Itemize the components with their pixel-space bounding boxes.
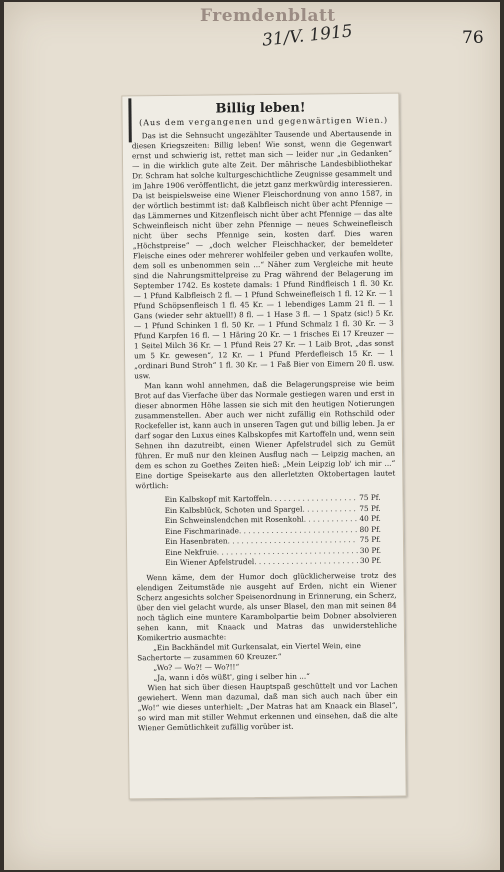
dialogue-line: „Ja, wann i dös wüßt', ging i selber hin ...“ <box>153 671 310 682</box>
menu-item-price: 30 Pf. <box>359 555 382 566</box>
menu-item-name: Ein Kalbsblück, Schoten und Spargel <box>164 504 303 515</box>
menu-item-price: 30 Pf. <box>359 545 382 555</box>
margin-bar <box>128 98 131 142</box>
archive-stamp: Fremdenblatt <box>200 6 336 26</box>
menu-item-name: Ein Wiener Apfelstrudel <box>165 557 255 568</box>
menu-item-price: 75 Pf. <box>359 503 381 513</box>
menu-item <box>165 556 381 569</box>
article-paragraph-4: Wien hat sich über diesen Hauptspaß geschüttelt und vor Lachen gewiehert. Wenn man dazumal, daß man sich auch nach über ein „Wo!“ wie dieses unterhielt: „Der Matras hat am Knaack ein Blasel“, so wird man mit stiller Wehmut erkennen und einsehen, daß die alte Wiener Gemütlichkeit zufällig vorüber ist. <box>137 680 398 732</box>
article-paragraph-2: Man kann wohl annehmen, daß die Belagerungspreise wie beim Brot auf das Vierfache über das Normale gestiegen waren und erst in dieser abnormen Höhe lassen sie sich mit den heutigen Notierungen zusammenstellen. Aber auch wer nicht zufällig ein Rothschild oder Rockefeller ist, kann auch in unseren Tagen gut und billig leben. Ja er darf sogar den Luxus eines Kalbskopfes mit Kartoffeln und, wenn sein Sehnen ihn dazutreibt, einen Wiener Apfelstrudel sich zu Gemüt führen. Er muß nur den kleinen Ausflug nach — Leipzig machen, an dem es schon zu Goethes Zeiten hieß: „Mein Leipzig lob' ich mir ...“ Eine dortige Speisekarte aus den allerletzten Oktobertagen lautet wörtlich: <box>134 378 396 491</box>
archive-page <box>4 2 500 870</box>
menu-list <box>127 493 404 569</box>
newspaper-clipping <box>121 93 406 800</box>
menu-item-price: 80 Pf. <box>359 524 381 534</box>
menu-item-price: 40 Pf. <box>359 513 381 524</box>
article-headline: Billig leben! <box>215 100 306 117</box>
menu-item-name: Ein Kalbskopf mit Kartoffeln <box>164 493 271 505</box>
handwritten-date: 31/V. 1915 <box>261 21 354 51</box>
menu-leader <box>302 504 357 515</box>
menu-item-name: Ein Schweinslendchen mit Rosenkohl <box>164 514 304 526</box>
article-subheadline: (Aus dem vergangenen und gegenwärtigen Wien.) <box>139 115 389 128</box>
menu-item-name: Eine Fischmarinade <box>164 525 239 536</box>
dialogue-line: „Ein Backhändel mit Gurkensalat, ein Viertel Wein, eine Sachertorte — zusammen 60 Kreuzer.“ <box>137 640 361 662</box>
menu-leader <box>254 556 358 568</box>
menu-item-name: Eine Nekfruie <box>165 547 217 557</box>
menu-item-name: Ein Hasenbraten <box>164 536 228 547</box>
dialogue-line: „Wo? — Wo?! — Wo?!!“ <box>153 661 240 672</box>
menu-item-price: 75 Pf. <box>359 492 381 503</box>
menu-leader <box>304 514 358 525</box>
menu-item-price: 75 Pf. <box>359 534 382 545</box>
article-paragraph-3: Wenn käme, dem der Humor doch glücklicherweise trotz des elendigen Zeitumstäde nie ausgeht auf Erden, nicht ein Wiener Scherz angesichts solcher Speisenordnung in Erinnerung, ein Scherz, über den viel gelacht wurde, als unser Blasel, den man mit seinen 84 noch täglich eine muntere Karambolpartie beim Dobner absolvieren sehen kann, mit Knaack und Matras das unwiderstehliche Komikertrio ausmachte: <box>136 570 397 642</box>
page-number: 76 <box>462 28 484 48</box>
article-paragraph-1: Das ist die Sehnsucht ungezählter Tausende und Abertausende in diesen Kriegszeiten: Billig leben! Wie sonst, wenn die Gegenwart ernst und schwierig ist, rettet man sich — leider nur „in Gedanken“ — in die wirklich gute alte Zeit. Der mährische Landesbibliothekar Dr. Schram hat solche kulturgeschichtliche Zeugnisse gesammelt und im Jahre 1906 veröffentlicht, die jetzt ganz merkwürdig interessieren. Da ist beispielsweise eine Wiener Fleischordnung von anno 1587, in der wörtlich bestimmt ist: daß Kalbfleisch nicht über acht Pfennige — das Lämmernes und Kitzenfleisch nicht über acht Pfennige — das alte Schweinfleisch nicht über zehn Pfennige — neues Schweinefleisch nicht über sechs Pfennige sein, kosten darf. Dies waren „Höchstpreise“ — „doch welcher Fleischhacker, der bemeldeter Fleische eines oder mehrerer wohlfeiler geben und verkaufen wollte, dem soll es unbenommen sein ...“ Näher zum Vergleiche mit heute sind die Nahrungsmittelpreise zu Prag während der Belagerung im September 1742. Es kostete damals: 1 Pfund Rindfleisch 1 fl. 30 Kr. — 1 Pfund Kalbfleisch 2 fl. — 1 Pfund Schweinefleisch 1 fl. 12 Kr. — 1 Pfund Schöpsenfleisch 1 fl. 45 Kr. — 1 lebendiges Lamm 21 fl. — 1 Gans (wieder sehr aktuell!) 8 fl. — 1 Hase 3 fl. — 1 Spatz (sic!) 5 Kr. — 1 Pfund Schinken 1 fl. 50 Kr. — 1 Pfund Schmalz 1 fl. 30 Kr. — 3 Pfund Karpfen 16 fl. — 1 Häring 20 Kr. — 1 frisches Ei 17 Kreuzer — 1 Seitel Milch 36 Kr. — 1 Pfund Reis 27 Kr. — 1 Laib Brot, „das sonst um 5 Kr. gewesen“, 12 Kr. — 1 Pfund Pferdefleisch 15 Kr. — 1 „ordinari Bund Stroh“ 1 fl. 30 Kr. — 1 Faß Bier von Eimern 20 fl. usw. usw. <box>131 128 395 381</box>
